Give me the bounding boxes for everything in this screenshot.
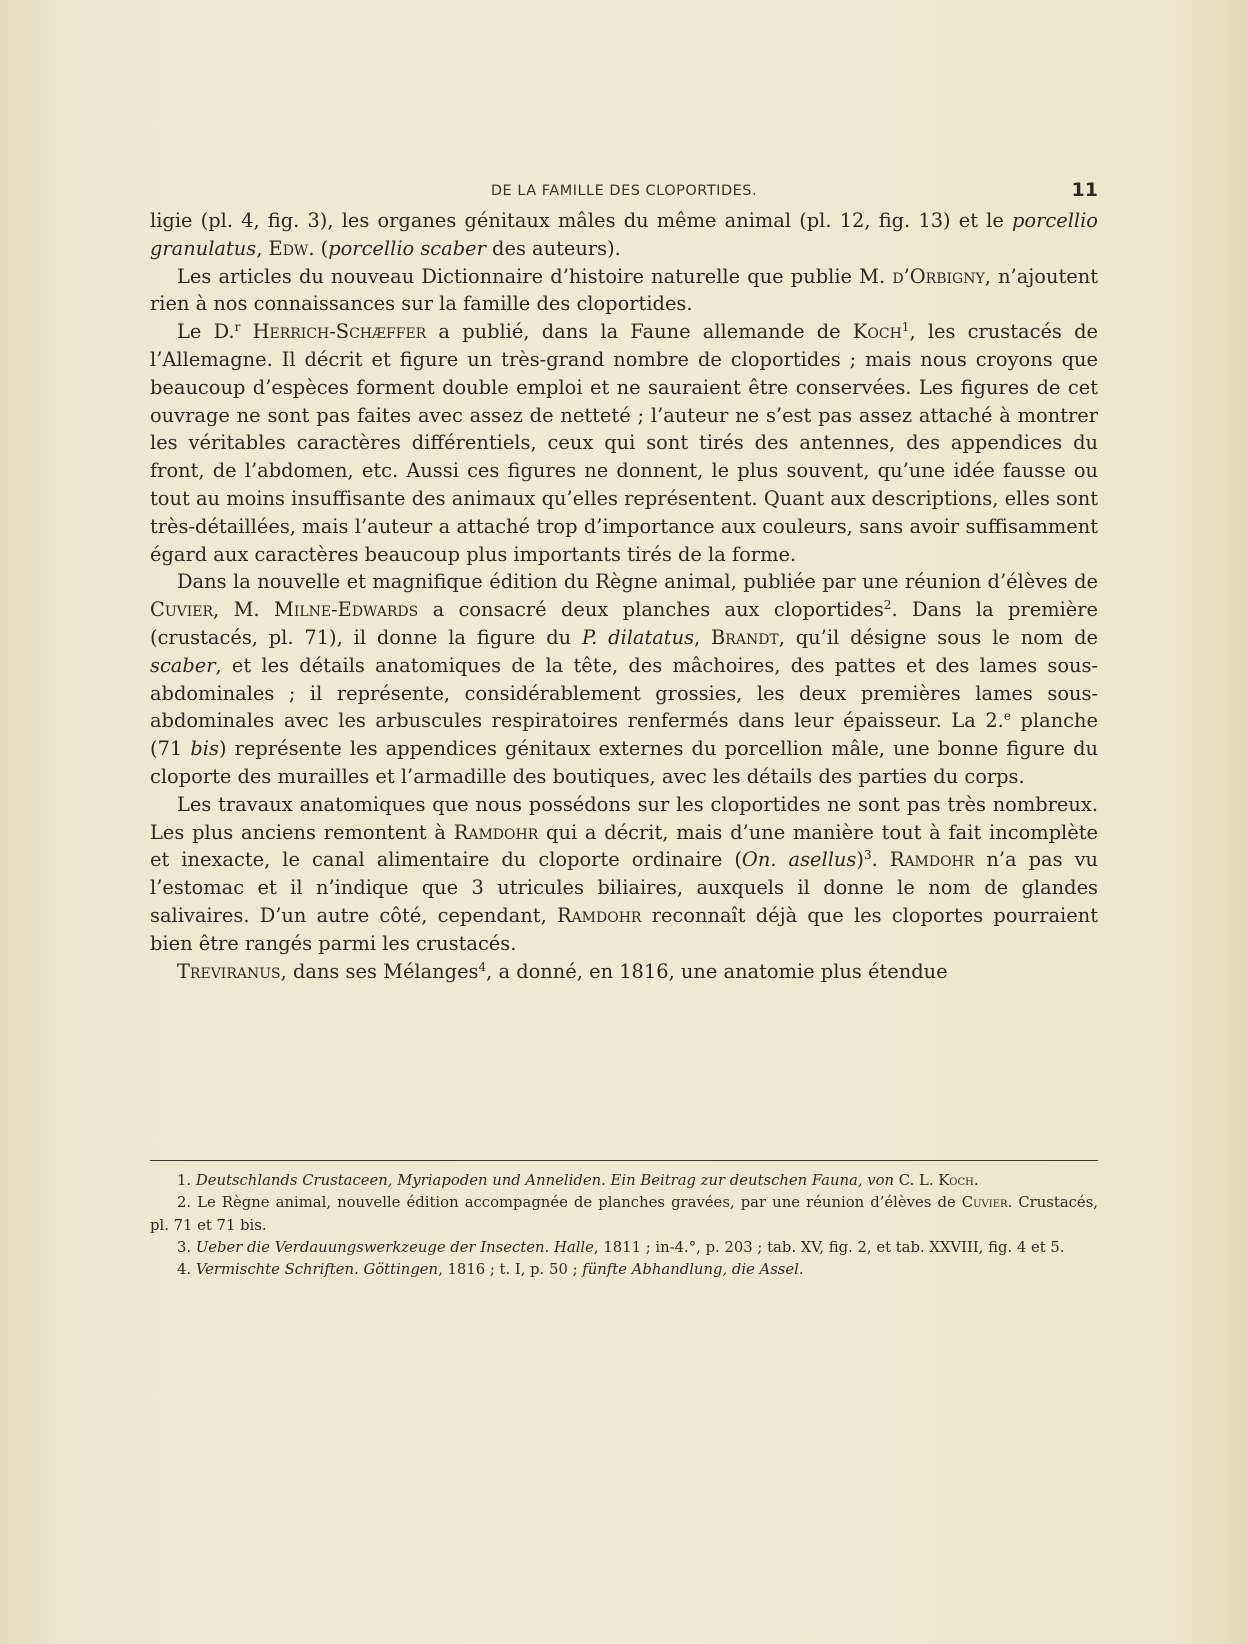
- superscript: e: [1003, 709, 1011, 724]
- text-run: ,: [256, 236, 269, 260]
- text-run: , qu’il désigne sous le nom de: [778, 625, 1098, 649]
- text-run: , 1811 ; in-4.°, p. 203 ; tab. XV, fig. 2, et tab. XXVIII, fig. 4 et 5.: [593, 1238, 1065, 1256]
- footnote-rule: [150, 1160, 1098, 1161]
- paragraph: [150, 318, 1098, 568]
- italic-text: porcellio scaber: [328, 236, 486, 260]
- small-caps-text: Koch: [938, 1172, 974, 1189]
- italic-text: scaber: [150, 653, 216, 677]
- small-caps-text: Brandt: [711, 625, 779, 649]
- superscript: 1: [901, 319, 910, 334]
- superscript: 4: [478, 959, 487, 974]
- italic-text: porcellio granulatus: [150, 209, 1098, 260]
- italic-text: bis: [190, 737, 219, 761]
- page-header: [150, 179, 1098, 207]
- small-caps-text: Ramdohr: [453, 820, 539, 844]
- text-run: .: [871, 848, 890, 872]
- text-run: planche (71: [150, 709, 1099, 761]
- small-caps-text: Milne-Edwards: [273, 598, 419, 622]
- text-run: , dans ses Mélanges: [280, 959, 479, 983]
- paragraph: [150, 568, 1098, 790]
- italic-text: Ueber die Verdauungswerkzeuge der Insecten. Halle: [195, 1238, 594, 1256]
- text-run: , M.: [213, 598, 274, 622]
- text-run: , 1816 ; t. I, p. 50 ;: [438, 1261, 583, 1279]
- italic-text: On. asellus: [741, 848, 857, 872]
- text-run: 1.: [177, 1172, 196, 1189]
- text-run: ) représente les appendices génitaux externes du porcellion mâle, une bonne figure du cloporte des murailles et l’armadille des boutiques, avec les détails des parties du corps.: [150, 737, 1099, 788]
- small-caps-text: d’Orbigny: [892, 264, 985, 288]
- text-run: , a donné, en 1816, une anatomie plus étendue: [486, 959, 948, 983]
- text-run: qui a décrit, mais d’une manière tout à fait incomplète et inexacte, le canal alimentaire du cloporte ordinaire (: [150, 820, 1098, 872]
- text-run: n’a pas vu l’estomac et il n’indique que 3 utricules biliaires, auxquels il donne le nom de glandes salivaires. D’un autre côté, cependant,: [150, 848, 1099, 927]
- small-caps-text: Ramdohr: [889, 848, 975, 872]
- text-run: ligie (pl. 4, fig. 3), les organes génitaux mâles du même animal (pl. 12, fig. 13) et le: [150, 209, 1013, 232]
- running-head: DE LA FAMILLE DES CLOPORTIDES.: [490, 183, 758, 199]
- paragraph: [150, 263, 1098, 319]
- text-run: ): [856, 848, 864, 872]
- footnote: [150, 1259, 1098, 1281]
- paragraph: [150, 791, 1098, 958]
- text-run: . Dans la première (crustacés, pl. 71), il donne la figure du: [150, 598, 1098, 649]
- footnotes: [150, 1170, 1098, 1281]
- footnote: [150, 1170, 1098, 1192]
- text-run: (: [314, 236, 329, 260]
- text-run: a consacré deux planches aux cloportides: [418, 598, 884, 622]
- text-run: , et les détails anatomiques de la tête, des mâchoires, des pattes et des lames sous-abdominales ; il représente, considérablement grossies, les deux premières lames sous-abdominales avec les arbuscules respiratoires renfermés dans leur épaisseur. La 2.: [150, 653, 1098, 733]
- text-run: ,: [694, 625, 712, 649]
- body-text: [150, 207, 1098, 985]
- text-run: [240, 320, 252, 343]
- text-run: , les crustacés de l’Allemagne. Il décrit et figure un très-grand nombre de cloportides ; mais nous croyons que beaucoup d’espèces forment double emploi et ne sauraient être conservées. Les figures de cet ouvrage ne sont pas faites avec assez de netteté ; l’auteur ne s’est pas assez attaché à montrer les véritables caractères différentiels, ceux qui sont tirés des antennes, des appendices du front, de l’abdomen, etc. Aussi ces figures ne donnent, le plus souvent, qu’une idée fausse ou tout au moins insuffisante des animaux qu’elles représentent. Quant aux descriptions, elles sont très-détaillées, mais l’auteur a attaché trop d’importance aux couleurs, sans avoir suffisamment égard aux caractères beaucoup plus importants tirés de la forme.: [150, 320, 1098, 566]
- text-run: des auteurs).: [485, 236, 621, 260]
- small-caps-text: Cuvier: [961, 1194, 1008, 1212]
- text-run: a publié, dans la Faune allemande de: [426, 320, 853, 344]
- superscript: 2: [883, 597, 892, 612]
- text-run: Dans la nouvelle et magnifique édition du Règne animal, publiée par une réunion d’élèves de: [177, 570, 1098, 594]
- small-caps-text: Treviranus: [177, 959, 281, 983]
- footnote: [150, 1237, 1098, 1259]
- italic-text: Deutschlands Crustaceen, Myriapoden und Anneliden. Ein Beitrag zur deutschen Fauna, von: [195, 1172, 895, 1189]
- italic-text: fünfte Abhandlung, die Assel.: [582, 1261, 804, 1279]
- italic-text: Vermischte Schriften. Göttingen: [195, 1261, 439, 1279]
- footnote: [150, 1192, 1098, 1237]
- page-number: 11: [1071, 179, 1098, 201]
- small-caps-text: Herrich-Schæffer: [252, 320, 427, 344]
- text-run: C. L.: [894, 1172, 939, 1189]
- text-run: 2. Le Règne animal, nouvelle édition accompagnée de planches gravées, par une réunion d’élèves de: [177, 1194, 962, 1212]
- text-run: 3.: [177, 1238, 196, 1256]
- text-run: Le D.: [177, 320, 235, 344]
- italic-text: P. dilatatus: [581, 625, 695, 649]
- small-caps-text: Cuvier: [150, 598, 214, 622]
- superscript: 3: [863, 848, 872, 863]
- text-run: reconnaît déjà que les cloportes pourraient bien être rangés parmi les crustacés.: [150, 903, 1099, 955]
- paragraph: [150, 207, 1098, 263]
- small-caps-text: Ramdohr: [556, 903, 642, 927]
- text-run: . Crustacés, pl. 71 et 71 bis.: [150, 1194, 1098, 1234]
- superscript: r: [234, 319, 241, 334]
- text-run: 4.: [177, 1261, 196, 1279]
- text-run: .: [973, 1172, 979, 1189]
- small-caps-text: Edw.: [268, 236, 315, 260]
- text-run: Les articles du nouveau Dictionnaire d’histoire naturelle que publie M.: [177, 264, 893, 288]
- text-run: , n’ajoutent rien à nos connaissances sur la famille des cloportides.: [150, 264, 1098, 316]
- small-caps-text: Koch: [852, 320, 902, 344]
- paragraph: [150, 958, 1098, 986]
- text-run: Les travaux anatomiques que nous possédons sur les cloportides ne sont pas très nombreux. Les plus anciens remontent à: [150, 792, 1098, 844]
